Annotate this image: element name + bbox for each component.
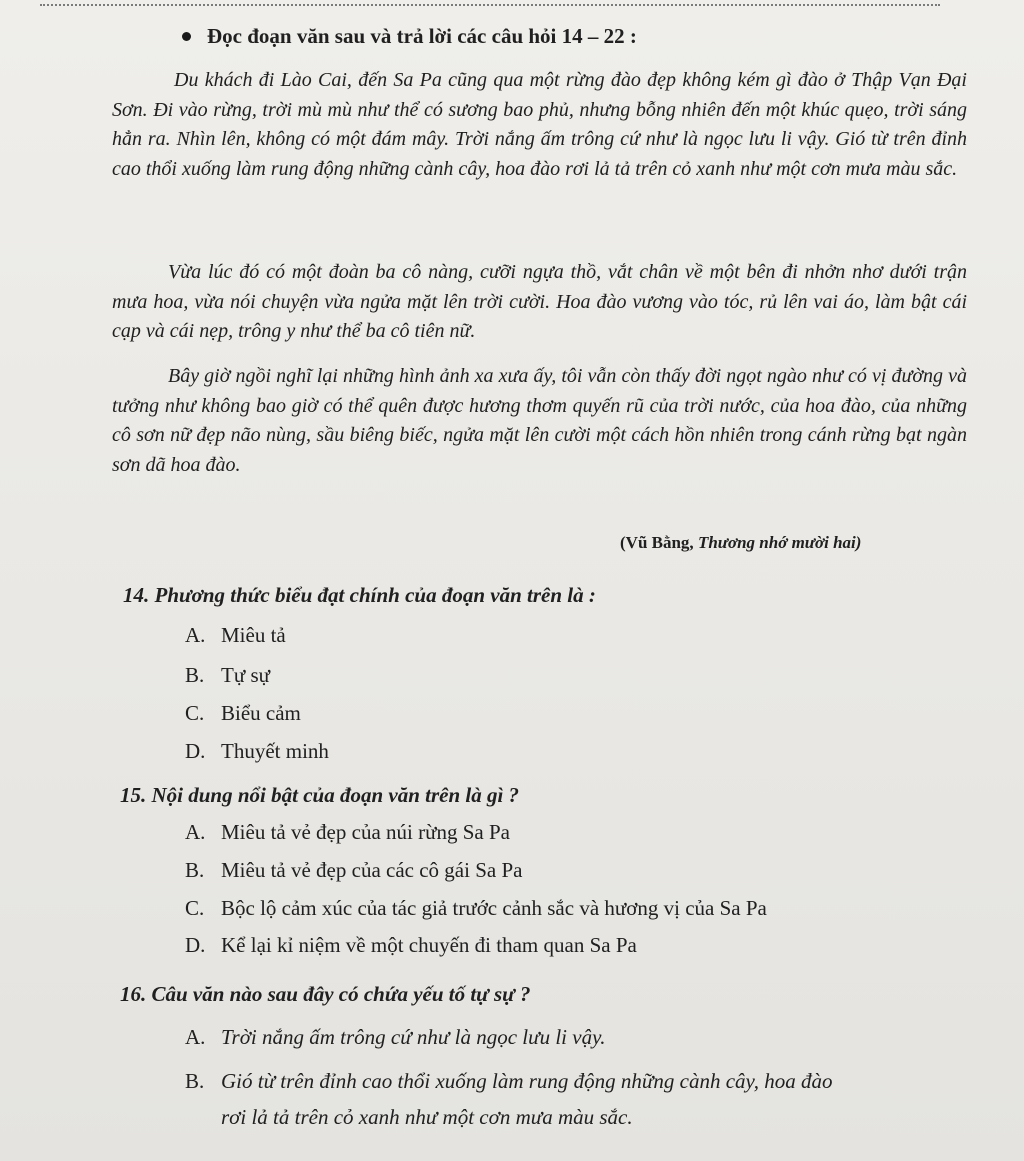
q16-option-a: A. Trời nắng ấm trông cứ như là ngọc lưu li vậy. [185, 1025, 606, 1049]
top-dotted-border [40, 4, 940, 6]
passage-paragraph-3: Bây giờ ngồi nghĩ lại những hình ảnh xa xưa ấy, tôi vẫn còn thấy đời ngọt ngào như có vị đường và tưởng như không bao giờ có thể quên được hương thơm quyến rũ của trời nước, của hoa đào, của những cô sơn nữ đẹp não nùng, sầu biêng biếc, ngửa mặt lên cười một cách hồn nhiên trong cánh rừng bạt ngàn sơn dã hoa đào. [112, 365, 967, 476]
q14-option-b: B. Tự sự [185, 663, 271, 687]
q16-option-b: B. Gió từ trên đỉnh cao thổi xuống làm rung động những cành cây, hoa đào rơi lả tả trên cỏ xanh như một cơn mưa màu sắc. [185, 1063, 995, 1135]
source-author: (Vũ Bằng, [620, 533, 694, 552]
q15-option-a: A. Miêu tả vẻ đẹp của núi rừng Sa Pa [185, 820, 510, 844]
question-14: 14. Phương thức biểu đạt chính của đoạn văn trên là : [123, 583, 596, 607]
question-15: 15. Nội dung nổi bật của đoạn văn trên là gì ? [120, 783, 520, 807]
bullet-icon [182, 32, 191, 41]
passage-source [620, 533, 861, 553]
reading-instruction [182, 24, 637, 49]
passage-paragraph-2: Vừa lúc đó có một đoàn ba cô nàng, cưỡi ngựa thồ, vắt chân về một bên đi nhởn nhơ dưới trận mưa hoa, vừa nói chuyện vừa ngửa mặt lên trời cười. Hoa đào vương vào tóc, rủ lên vai áo, làm bật cái cạp và cái nẹp, trông y như thể ba cô tiên nữ. [112, 261, 967, 342]
source-title: Thương nhớ mười hai) [697, 533, 862, 552]
q14-option-c: C. Biểu cảm [185, 701, 301, 725]
q14-option-a: A. Miêu tả [185, 623, 286, 647]
q15-option-c: C. Bộc lộ cảm xúc của tác giả trước cảnh sắc và hương vị của Sa Pa [185, 896, 767, 920]
q15-option-d: D. Kể lại kỉ niệm về một chuyến đi tham quan Sa Pa [185, 933, 637, 957]
instruction-text: Đọc đoạn văn sau và trả lời các câu hỏi 14 – 22 : [207, 24, 637, 48]
q16-option-b-continuation: rơi lả tả trên cỏ xanh như một cơn mưa màu sắc. [221, 1105, 633, 1129]
q14-option-d: D. Thuyết minh [185, 739, 329, 763]
question-16: 16. Câu văn nào sau đây có chứa yếu tố tự sự ? [120, 982, 531, 1006]
q15-option-b: B. Miêu tả vẻ đẹp của các cô gái Sa Pa [185, 858, 523, 882]
passage-paragraph-1: Du khách đi Lào Cai, đến Sa Pa cũng qua một rừng đào đẹp không kém gì đào ở Thập Vạn Đại Sơn. Đi vào rừng, trời mù mù như thể có sương bao phủ, nhưng bỗng nhiên đến một khúc quẹo, trời sáng hẳn ra. Nhìn lên, không có một đám mây. Trời nắng ấm trông cứ như là ngọc lưu li vậy. Gió từ trên đỉnh cao thổi xuống làm rung động những cành cây, hoa đào rơi lả tả trên cỏ xanh như một cơn mưa màu sắc. [112, 69, 967, 180]
